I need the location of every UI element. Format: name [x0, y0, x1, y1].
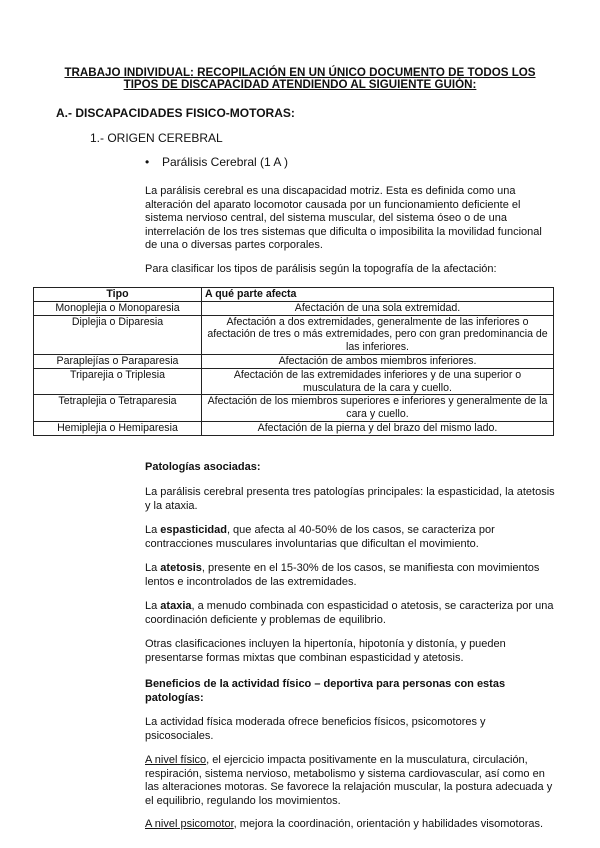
physical-level-text: , el ejercicio impacta positivamente en la musculatura, circulación, respiración, sistema nervioso, metabolismo y sistema cardiovascular, así como en las alteraciones motoras. Se favorece la relajación muscular, la postura adecuada y el equilibrio, regulando los movimientos.	[145, 754, 553, 807]
bullet-item	[145, 155, 288, 169]
table-cell-type: Monoplejia o Monoparesia	[34, 301, 202, 315]
table-cell-type: Paraplejías o Paraparesia	[34, 354, 202, 368]
title-line-2: TIPOS DE DISCAPACIDAD ATENDIENDO AL SIGUIENTE GUIÓN:	[123, 77, 477, 91]
section-heading: A.- DISCAPACIDADES FISICO-MOTORAS:	[56, 106, 295, 120]
psychomotor-level-text: , mejora la coordinación, orientación y habilidades visomotoras.	[233, 818, 544, 830]
athetosis-paragraph	[145, 562, 555, 589]
physical-level-paragraph	[145, 754, 555, 808]
psychomotor-level-paragraph	[145, 818, 555, 832]
title-line-1: TRABAJO INDIVIDUAL: RECOPILACIÓN EN UN ÚNICO DOCUMENTO DE TODOS LOS	[64, 66, 536, 79]
psychomotor-level-label: A nivel psicomotor	[145, 818, 234, 830]
table-cell-affects: Afectación de una sola extremidad.	[202, 301, 554, 315]
ataxia-term: ataxia	[160, 600, 192, 612]
table-row	[34, 315, 554, 354]
table-cell-affects: Afectación de las extremidades inferiores y de una superior o musculatura de la cara y cuello.	[202, 368, 554, 395]
table-header-affects: A qué parte afecta	[202, 288, 554, 302]
table-row	[34, 368, 554, 395]
athetosis-text: , presente en el 15-30% de los casos, se manifiesta con movimientos lentos e incontrolados de las extremidades.	[145, 562, 540, 588]
paralysis-types-table	[33, 287, 554, 436]
spasticity-paragraph	[145, 524, 555, 551]
athetosis-term: atetosis	[160, 562, 202, 574]
table-header-row	[34, 288, 554, 302]
table-row	[34, 421, 554, 435]
table-row	[34, 395, 554, 422]
benefits-heading: Beneficios de la actividad físico – deportiva para personas con estas patologías:	[145, 678, 506, 704]
physical-level-label: A nivel físico	[145, 754, 207, 766]
other-classifications-paragraph: Otras clasificaciones incluyen la hipertonía, hipotonía y distonía, y pueden presentarse formas mixtas que combinan espasticidad y atetosis.	[145, 638, 506, 664]
table-header-type: Tipo	[34, 288, 202, 302]
bullet-dot: •	[145, 155, 150, 169]
pathologies-heading: Patologías asociadas:	[145, 461, 261, 473]
ataxia-prefix: La	[145, 600, 161, 612]
table-cell-affects: Afectación de ambos miembros inferiores.	[202, 354, 554, 368]
benefits-intro: La actividad física moderada ofrece beneficios físicos, psicomotores y psicosociales.	[145, 716, 486, 742]
classify-sentence: Para clasificar los tipos de parálisis según la topografía de la afectación:	[145, 263, 497, 275]
ataxia-text: , a menudo combinada con espasticidad o atetosis, se caracteriza por una coordinación deficiente y problemas de equilibrio.	[145, 600, 554, 626]
table-cell-affects: Afectación de los miembros superiores e inferiores y generalmente de la cara y cuello.	[202, 395, 554, 422]
athetosis-prefix: La	[145, 562, 161, 574]
table-row	[34, 301, 554, 315]
document-title	[40, 67, 560, 90]
intro-paragraph: La parálisis cerebral es una discapacidad motriz. Esta es definida como una alteración del aparato locomotor causada por un funcionamiento deficiente el sistema nervioso central, del sistema muscular, del sistema óseo o de una interrelación de los tres sistemas que dificulta o imposibilita la movilidad funcional de una o diversas partes corporales.	[145, 185, 542, 252]
table-cell-type: Tetraplejia o Tetraparesia	[34, 395, 202, 422]
spasticity-text: , que afecta al 40-50% de los casos, se caracteriza por contracciones musculares involuntarias que dificultan el movimiento.	[145, 524, 495, 550]
table-cell-affects: Afectación de la pierna y del brazo del mismo lado.	[202, 421, 554, 435]
subsection-heading: 1.- ORIGEN CEREBRAL	[90, 131, 223, 145]
spasticity-term: espasticidad	[160, 524, 227, 536]
table-cell-type: Diplejia o Diparesia	[34, 315, 202, 354]
bullet-item-text: Parálisis Cerebral (1 A )	[162, 155, 289, 169]
table-cell-affects: Afectación a dos extremidades, generalmente de las inferiores o afectación de tres o más extremidades, pero con gran predominancia de las inferiores.	[202, 315, 554, 354]
table-cell-type: Triparejia o Triplesia	[34, 368, 202, 395]
table-cell-type: Hemiplejia o Hemiparesia	[34, 421, 202, 435]
spasticity-prefix: La	[145, 524, 161, 536]
pathologies-intro: La parálisis cerebral presenta tres patologías principales: la espasticidad, la atetosis y la ataxia.	[145, 486, 555, 512]
table-row	[34, 354, 554, 368]
ataxia-paragraph	[145, 600, 555, 627]
